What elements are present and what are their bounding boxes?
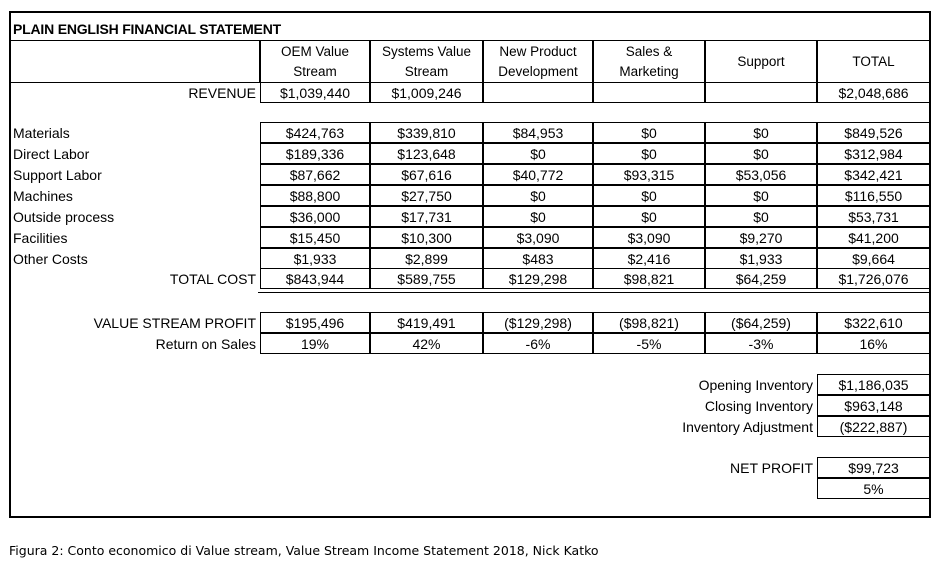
- cost-row-cell: $189,336: [260, 143, 370, 164]
- cost-row-cell: $424,763: [260, 122, 370, 143]
- cost-row-cell: $342,421: [817, 164, 930, 185]
- net-profit-ros: 5%: [817, 478, 930, 499]
- cost-row-cell: $0: [705, 143, 817, 164]
- ros-cell: 42%: [370, 333, 483, 354]
- cost-row-cell: $93,315: [593, 164, 705, 185]
- inventory-label: Opening Inventory: [698, 376, 813, 393]
- profit-cell: ($129,298): [483, 312, 593, 333]
- revenue-cell: $1,009,246: [370, 82, 483, 103]
- statement-title: PLAIN ENGLISH FINANCIAL STATEMENT: [13, 21, 281, 37]
- cost-row-cell: $87,662: [260, 164, 370, 185]
- cost-row-cell: $41,200: [817, 227, 930, 248]
- cost-row-label: Direct Labor: [13, 145, 90, 162]
- cost-row-cell: $339,810: [370, 122, 483, 143]
- total-cost-cell: $64,259: [705, 268, 817, 289]
- total-cost-double-rule: [258, 292, 931, 293]
- cost-row-cell: $0: [483, 143, 593, 164]
- cost-row-cell: $2,899: [370, 248, 483, 269]
- profit-cell: ($64,259): [705, 312, 817, 333]
- revenue-cell: [705, 82, 817, 103]
- cost-row-cell: $1,933: [705, 248, 817, 269]
- cost-row-cell: $0: [705, 122, 817, 143]
- revenue-cell: [593, 82, 705, 103]
- cost-row-cell: $53,056: [705, 164, 817, 185]
- total-cost-cell: $1,726,076: [817, 268, 930, 289]
- cost-row-cell: $0: [483, 185, 593, 206]
- ros-cell: -6%: [483, 333, 593, 354]
- header-blank-cell: [10, 41, 260, 83]
- cost-row-cell: $1,933: [260, 248, 370, 269]
- cost-row-cell: $17,731: [370, 206, 483, 227]
- revenue-cell: $1,039,440: [260, 82, 370, 103]
- cost-row-cell: $40,772: [483, 164, 593, 185]
- total-cost-cell: $98,821: [593, 268, 705, 289]
- cost-row-label: Outside process: [13, 208, 115, 225]
- column-header: TOTAL: [817, 41, 930, 83]
- inventory-label: Closing Inventory: [704, 397, 813, 414]
- column-header: Systems Value Stream: [370, 41, 483, 83]
- cost-row-label: Support Labor: [13, 166, 102, 183]
- cost-row-label: Other Costs: [13, 250, 88, 267]
- cost-row-cell: $2,416: [593, 248, 705, 269]
- cost-row-cell: $0: [593, 122, 705, 143]
- cost-row-cell: $3,090: [593, 227, 705, 248]
- cost-row-cell: $3,090: [483, 227, 593, 248]
- column-header: OEM Value Stream: [260, 41, 370, 83]
- cost-row-cell: $0: [593, 206, 705, 227]
- profit-cell: $322,610: [817, 312, 930, 333]
- ros-cell: 16%: [817, 333, 930, 354]
- cost-row-cell: $0: [593, 143, 705, 164]
- cost-row-cell: $88,800: [260, 185, 370, 206]
- cost-row-cell: $116,550: [817, 185, 930, 206]
- net-profit-value: $99,723: [817, 457, 930, 478]
- cost-row-cell: $123,648: [370, 143, 483, 164]
- cost-row-cell: $483: [483, 248, 593, 269]
- total-cost-label: TOTAL COST: [169, 270, 256, 287]
- total-cost-cell: $129,298: [483, 268, 593, 289]
- revenue-label: REVENUE: [188, 84, 256, 101]
- cost-row-label: Facilities: [13, 229, 68, 246]
- net-profit-label: NET PROFIT: [730, 459, 813, 476]
- cost-row-cell: $9,270: [705, 227, 817, 248]
- profit-cell: $195,496: [260, 312, 370, 333]
- inventory-value: $1,186,035: [817, 374, 930, 395]
- ros-cell: 19%: [260, 333, 370, 354]
- cost-row-cell: $27,750: [370, 185, 483, 206]
- column-header: New Product Development: [483, 41, 593, 83]
- cost-row-cell: $0: [705, 185, 817, 206]
- profit-cell: $419,491: [370, 312, 483, 333]
- figure-caption: Figura 2: Conto economico di Value stream, Value Stream Income Statement 2018, Nick Katko: [9, 543, 599, 558]
- cost-row-cell: $53,731: [817, 206, 930, 227]
- revenue-cell: [483, 82, 593, 103]
- column-header: Sales & Marketing: [593, 41, 705, 83]
- revenue-cell: $2,048,686: [817, 82, 930, 103]
- cost-row-cell: $67,616: [370, 164, 483, 185]
- profit-label: VALUE STREAM PROFIT: [93, 314, 256, 331]
- cost-row-cell: $36,000: [260, 206, 370, 227]
- cost-row-cell: $10,300: [370, 227, 483, 248]
- cost-row-cell: $0: [705, 206, 817, 227]
- ros-label: Return on Sales: [155, 335, 256, 352]
- cost-row-cell: $312,984: [817, 143, 930, 164]
- profit-cell: ($98,821): [593, 312, 705, 333]
- cost-row-cell: $84,953: [483, 122, 593, 143]
- cost-row-label: Materials: [13, 124, 70, 141]
- total-cost-cell: $843,944: [260, 268, 370, 289]
- inventory-label: Inventory Adjustment: [682, 418, 813, 435]
- cost-row-cell: $15,450: [260, 227, 370, 248]
- inventory-value: ($222,887): [817, 416, 930, 437]
- column-header: Support: [705, 41, 817, 83]
- ros-cell: -3%: [705, 333, 817, 354]
- cost-row-cell: $849,526: [817, 122, 930, 143]
- cost-row-label: Machines: [13, 187, 73, 204]
- inventory-value: $963,148: [817, 395, 930, 416]
- total-cost-cell: $589,755: [370, 268, 483, 289]
- cost-row-cell: $0: [483, 206, 593, 227]
- cost-row-cell: $0: [593, 185, 705, 206]
- ros-cell: -5%: [593, 333, 705, 354]
- cost-row-cell: $9,664: [817, 248, 930, 269]
